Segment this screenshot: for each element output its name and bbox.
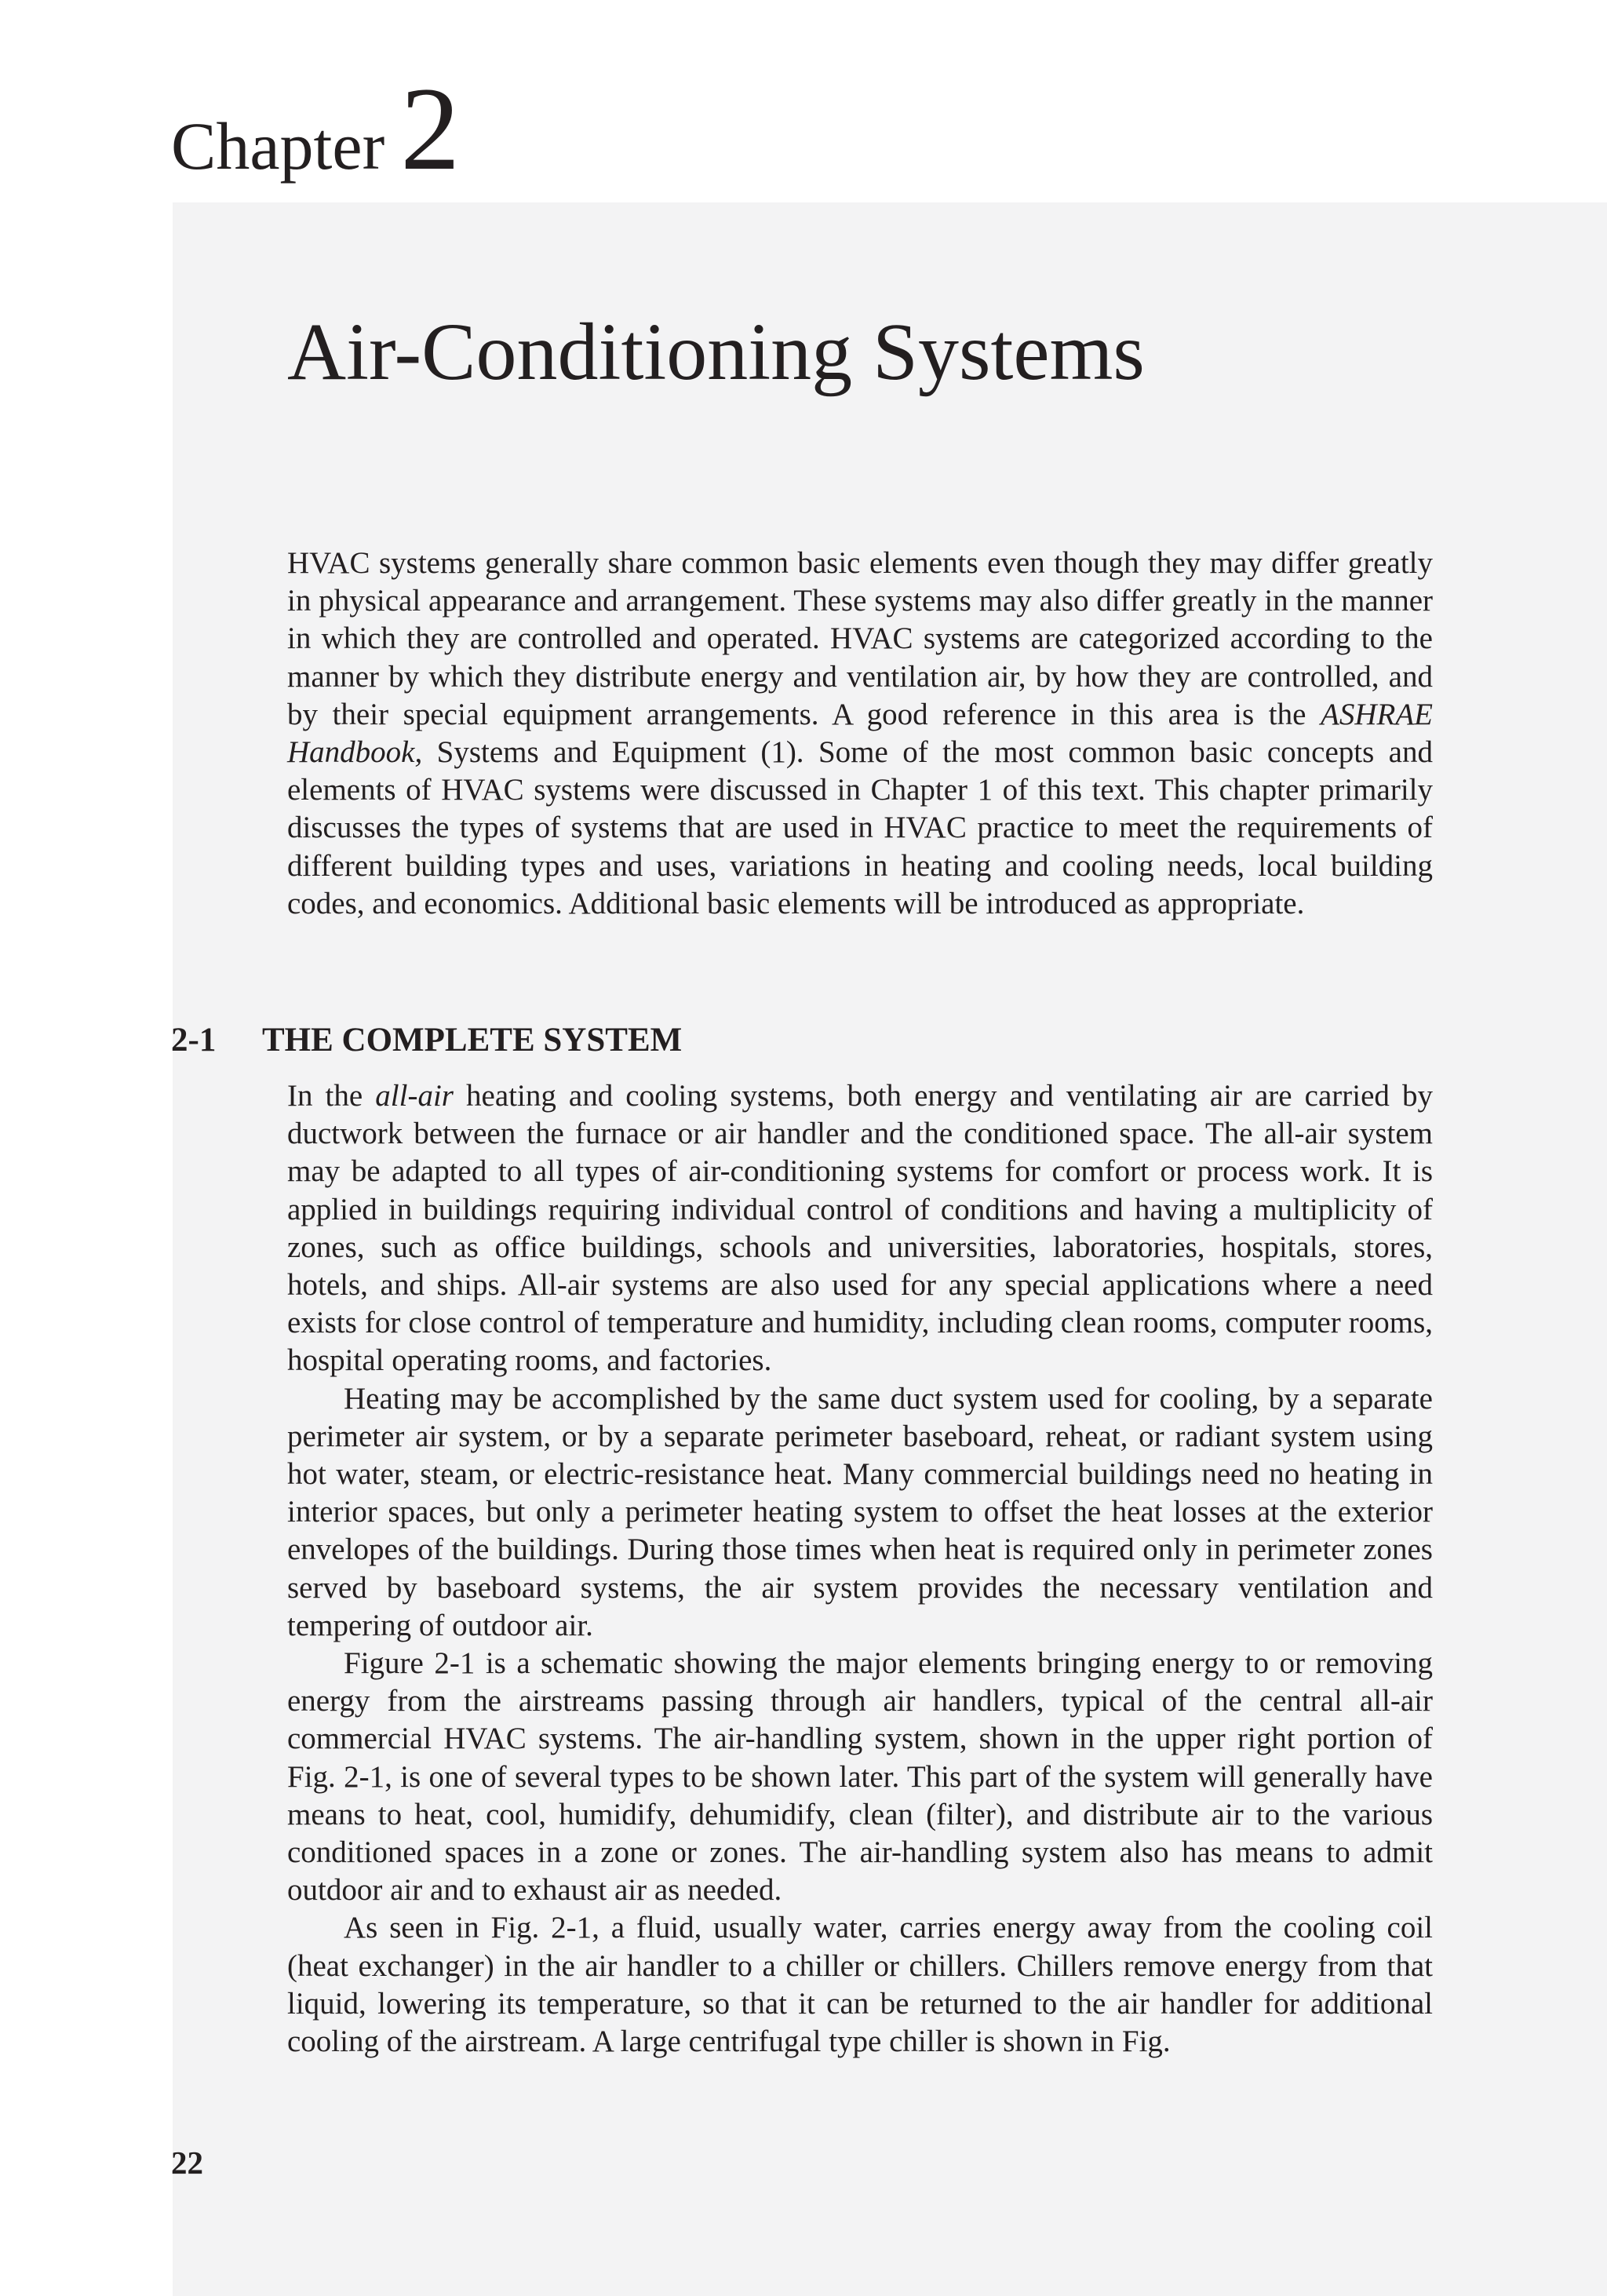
- page-number: 22: [171, 2145, 203, 2181]
- intro-citation-italic: ASHRAE Handbook,: [287, 697, 1433, 770]
- intro-text-part2: Systems and Equipment (1). Some of the most common basic concepts and elements of HVAC systems were discussed in Chapter 1 of this text. This chapter primarily discusses the types of systems that are used in HVAC practice to meet the requirements of different building types and uses, variations in heating and cooling needs, local building codes, and economics. Additional basic elements will be introduced as appropriate.: [287, 735, 1433, 920]
- section-number: 2-1: [171, 1022, 217, 1059]
- section-body: [287, 1077, 1433, 2061]
- chapter-label: [171, 63, 461, 195]
- chapter-word: Chapter: [171, 108, 385, 184]
- paragraph-1-rest: heating and cooling systems, both energy and ventilating air are carried by ductwork between the furnace or air handler and the conditioned space. The all-air system may be adapted to all types of air-conditioning systems for comfort or process work. It is applied in buildings requiring individual control of conditions and having a multiplicity of zones, such as office buildings, schools and universities, laboratories, hospitals, stores, hotels, and ships. All-air systems are also used for any special applications where a need exists for close control of temperature and humidity, including clean rooms, computer rooms, hospital operating rooms, and factories.: [287, 1079, 1433, 1378]
- chapter-number: 2: [400, 63, 461, 195]
- paragraph-1-italic-term: all-air: [375, 1079, 454, 1113]
- section-heading: [171, 1022, 682, 1059]
- body-paragraph-1: [287, 1077, 1433, 1380]
- intro-paragraph: [287, 545, 1433, 923]
- chapter-title: Air-Conditioning Systems: [287, 307, 1145, 397]
- paragraph-1-lead: In the: [287, 1079, 376, 1113]
- section-title: THE COMPLETE SYSTEM: [262, 1022, 683, 1059]
- body-paragraph-4: As seen in Fig. 2-1, a fluid, usually water, carries energy away from the cooling coil (heat exchanger) in the air handler to a chiller or chillers. Chillers remove energy from that liquid, lowering its temperature, so that it can be returned to the air handler for additional cooling of the airstream. A large centrifugal type chiller is shown in Fig.: [287, 1911, 1433, 2059]
- body-paragraph-2: Heating may be accomplished by the same duct system used for cooling, by a separate perimeter air system, or by a separate perimeter baseboard, reheat, or radiant system using hot water, steam, or electric-resistance heat. Many commercial buildings need no heating in interior spaces, but only a perimeter heating system to offset the heat losses at the exterior envelopes of the buildings. During those times when heat is required only in perimeter zones served by baseboard systems, the air system provides the necessary ventilation and tempering of outdoor air.: [287, 1381, 1433, 1642]
- body-paragraph-3: Figure 2-1 is a schematic showing the major elements bringing energy to or removing energy from the airstreams passing through air handlers, typical of the central all-air commercial HVAC systems. The air-handling system, shown in the upper right portion of Fig. 2-1, is one of several types to be shown later. This part of the system will generally have means to heat, cool, humidify, dehumidify, clean (filter), and distribute air to the various conditioned spaces in a zone or zones. The air-handling system also has means to admit outdoor air and to exhaust air as needed.: [287, 1646, 1433, 1908]
- intro-text-part1: HVAC systems generally share common basic elements even though they may differ greatly in physical appearance and arrangement. These systems may also differ greatly in the manner in which they are controlled and operated. HVAC systems are categorized according to the manner by which they distribute energy and ventilation air, by how they are controlled, and by their special equipment arrangements. A good reference in this area is the: [287, 546, 1433, 731]
